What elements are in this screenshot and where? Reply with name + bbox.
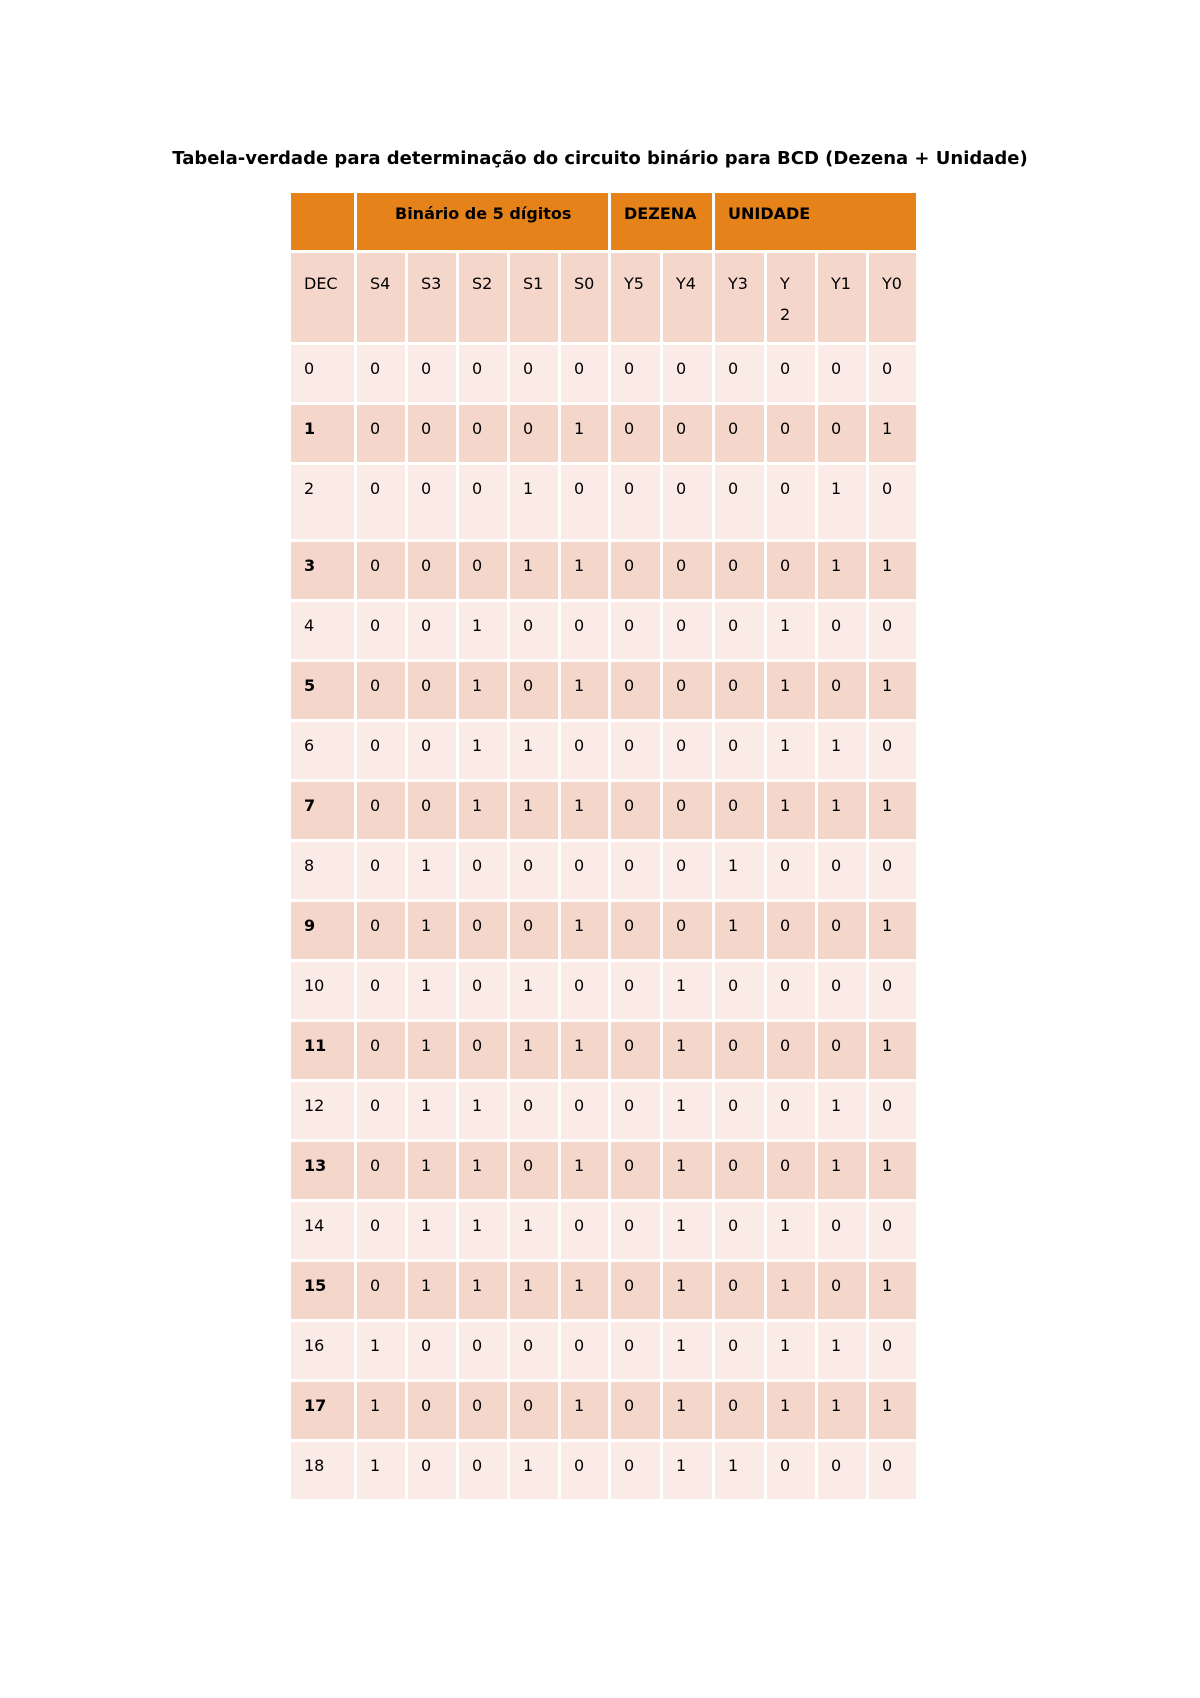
- bit-cell: 0: [458, 1381, 509, 1441]
- bit-cell: 1: [766, 601, 817, 661]
- dec-cell: 13: [290, 1141, 356, 1201]
- bit-cell: 1: [868, 661, 918, 721]
- bit-cell: 0: [407, 661, 458, 721]
- table-row: [290, 344, 918, 404]
- bit-cell: 0: [356, 901, 407, 961]
- bit-cell: 0: [868, 601, 918, 661]
- bit-cell: 0: [407, 404, 458, 464]
- bit-cell: 0: [714, 1201, 766, 1261]
- bit-cell: 0: [509, 901, 560, 961]
- bit-cell: 0: [662, 901, 714, 961]
- bit-cell: 0: [458, 1441, 509, 1501]
- bit-cell: 0: [356, 781, 407, 841]
- bit-cell: 0: [714, 961, 766, 1021]
- dec-cell: 15: [290, 1261, 356, 1321]
- bit-cell: 0: [458, 961, 509, 1021]
- table-row: [290, 961, 918, 1021]
- bit-cell: 0: [610, 901, 662, 961]
- bit-cell: 0: [509, 1321, 560, 1381]
- bit-cell: 0: [458, 901, 509, 961]
- bit-cell: 0: [458, 464, 509, 541]
- bit-cell: 0: [407, 541, 458, 601]
- bit-cell: 0: [407, 1441, 458, 1501]
- bit-cell: 0: [610, 781, 662, 841]
- bit-cell: 0: [817, 901, 868, 961]
- truth-table: [288, 190, 919, 1502]
- bit-cell: 1: [458, 721, 509, 781]
- dec-cell: 3: [290, 541, 356, 601]
- bit-cell: 0: [610, 661, 662, 721]
- table-row: [290, 404, 918, 464]
- bit-cell: 0: [458, 344, 509, 404]
- bit-cell: 1: [817, 541, 868, 601]
- dec-cell: 10: [290, 961, 356, 1021]
- bit-cell: 1: [458, 661, 509, 721]
- bit-cell: 0: [714, 721, 766, 781]
- table-row: [290, 1201, 918, 1261]
- bit-cell: 1: [509, 464, 560, 541]
- bit-cell: 0: [817, 1021, 868, 1081]
- bit-cell: 0: [714, 1381, 766, 1441]
- bit-cell: 1: [817, 464, 868, 541]
- bit-cell: 0: [868, 1081, 918, 1141]
- bit-cell: 0: [356, 721, 407, 781]
- bit-cell: 0: [714, 404, 766, 464]
- bit-cell: 1: [766, 1321, 817, 1381]
- bit-cell: 1: [458, 1261, 509, 1321]
- bit-cell: 0: [509, 1381, 560, 1441]
- bit-cell: 0: [766, 541, 817, 601]
- bit-cell: 1: [407, 841, 458, 901]
- bit-cell: 1: [662, 1441, 714, 1501]
- bit-cell: 0: [714, 601, 766, 661]
- bit-cell: 1: [560, 541, 610, 601]
- bit-cell: 0: [868, 961, 918, 1021]
- bit-cell: 0: [868, 841, 918, 901]
- bit-cell: 0: [458, 541, 509, 601]
- bit-cell: 1: [560, 1381, 610, 1441]
- table-row: [290, 841, 918, 901]
- bit-cell: 1: [458, 781, 509, 841]
- bit-cell: 1: [458, 1081, 509, 1141]
- bit-cell: 1: [662, 961, 714, 1021]
- bit-cell: 1: [509, 1261, 560, 1321]
- bit-cell: 1: [458, 601, 509, 661]
- bit-cell: 1: [868, 1141, 918, 1201]
- bit-cell: 1: [509, 541, 560, 601]
- dec-cell: 17: [290, 1381, 356, 1441]
- bit-cell: 1: [714, 901, 766, 961]
- table-row: [290, 541, 918, 601]
- bit-cell: 1: [407, 1021, 458, 1081]
- bit-cell: 1: [407, 1141, 458, 1201]
- bit-cell: 0: [817, 961, 868, 1021]
- table-row: [290, 781, 918, 841]
- bit-cell: 1: [662, 1261, 714, 1321]
- bit-cell: 1: [509, 781, 560, 841]
- bit-cell: 0: [356, 464, 407, 541]
- bit-cell: 1: [868, 1261, 918, 1321]
- dec-cell: 1: [290, 404, 356, 464]
- bit-cell: 1: [868, 541, 918, 601]
- bit-cell: 1: [458, 1141, 509, 1201]
- bit-cell: 0: [714, 1021, 766, 1081]
- bit-cell: 0: [714, 1141, 766, 1201]
- bit-cell: 1: [509, 1021, 560, 1081]
- bit-cell: 1: [714, 1441, 766, 1501]
- bit-cell: 0: [766, 841, 817, 901]
- column-header-col-7: Y4: [662, 252, 714, 344]
- bit-cell: 1: [817, 1141, 868, 1201]
- bit-cell: 1: [662, 1321, 714, 1381]
- bit-cell: 0: [868, 1321, 918, 1381]
- table-row: [290, 1261, 918, 1321]
- bit-cell: 0: [610, 1021, 662, 1081]
- bit-cell: 0: [458, 404, 509, 464]
- bit-cell: 1: [509, 721, 560, 781]
- dec-cell: 9: [290, 901, 356, 961]
- bit-cell: 0: [356, 661, 407, 721]
- bit-cell: 0: [817, 1261, 868, 1321]
- table-row: [290, 601, 918, 661]
- table-row: [290, 1441, 918, 1501]
- table-row: [290, 1141, 918, 1201]
- bit-cell: 0: [766, 404, 817, 464]
- bit-cell: 0: [356, 1081, 407, 1141]
- bit-cell: 1: [766, 1201, 817, 1261]
- column-header-col-6: Y5: [610, 252, 662, 344]
- dec-cell: 5: [290, 661, 356, 721]
- table-row: [290, 464, 918, 541]
- column-header-col-3: S2: [458, 252, 509, 344]
- bit-cell: 0: [714, 1081, 766, 1141]
- bit-cell: 0: [560, 1081, 610, 1141]
- bit-cell: 0: [356, 404, 407, 464]
- bit-cell: 0: [714, 781, 766, 841]
- bit-cell: 1: [458, 1201, 509, 1261]
- bit-cell: 0: [766, 1081, 817, 1141]
- document-title: Tabela-verdade para determinação do circuito binário para BCD (Dezena + Unidade): [172, 148, 1028, 169]
- group-header-dec: [290, 192, 356, 252]
- bit-cell: 0: [817, 344, 868, 404]
- bit-cell: 1: [714, 841, 766, 901]
- table-row: [290, 661, 918, 721]
- bit-cell: 0: [817, 1201, 868, 1261]
- column-header-col-10: Y1: [817, 252, 868, 344]
- bit-cell: 0: [662, 344, 714, 404]
- bit-cell: 0: [509, 661, 560, 721]
- bit-cell: 1: [766, 661, 817, 721]
- bit-cell: 1: [868, 1021, 918, 1081]
- dec-cell: 18: [290, 1441, 356, 1501]
- bit-cell: 1: [560, 661, 610, 721]
- bit-cell: 1: [662, 1201, 714, 1261]
- bit-cell: 0: [407, 601, 458, 661]
- bit-cell: 1: [868, 781, 918, 841]
- bit-cell: 0: [407, 464, 458, 541]
- bit-cell: 0: [356, 1201, 407, 1261]
- bit-cell: 0: [610, 841, 662, 901]
- column-header-row: [290, 252, 918, 344]
- bit-cell: 1: [407, 901, 458, 961]
- bit-cell: 0: [610, 601, 662, 661]
- bit-cell: 0: [868, 344, 918, 404]
- dec-cell: 7: [290, 781, 356, 841]
- column-header-col-4: S1: [509, 252, 560, 344]
- bit-cell: 0: [509, 344, 560, 404]
- bit-cell: 1: [766, 721, 817, 781]
- bit-cell: 0: [458, 1021, 509, 1081]
- bit-cell: 0: [868, 721, 918, 781]
- table-row: [290, 901, 918, 961]
- bit-cell: 1: [407, 1201, 458, 1261]
- dec-cell: 14: [290, 1201, 356, 1261]
- bit-cell: 0: [458, 1321, 509, 1381]
- bit-cell: 1: [560, 1141, 610, 1201]
- dec-cell: 11: [290, 1021, 356, 1081]
- bit-cell: 0: [560, 344, 610, 404]
- group-header-binary: Binário de 5 dígitos: [356, 192, 610, 252]
- bit-cell: 0: [509, 601, 560, 661]
- bit-cell: 0: [714, 344, 766, 404]
- bit-cell: 0: [610, 1081, 662, 1141]
- bit-cell: 1: [560, 404, 610, 464]
- bit-cell: 0: [610, 1141, 662, 1201]
- bit-cell: 1: [560, 1021, 610, 1081]
- column-header-col-5: S0: [560, 252, 610, 344]
- dec-cell: 0: [290, 344, 356, 404]
- column-header-dec: DEC: [290, 252, 356, 344]
- group-header-unidade: UNIDADE: [714, 192, 918, 252]
- bit-cell: 0: [356, 601, 407, 661]
- bit-cell: 0: [662, 841, 714, 901]
- table-row: [290, 1321, 918, 1381]
- bit-cell: 1: [662, 1381, 714, 1441]
- bit-cell: 0: [817, 1441, 868, 1501]
- bit-cell: 1: [766, 1381, 817, 1441]
- column-header-col-2: S3: [407, 252, 458, 344]
- dec-cell: 4: [290, 601, 356, 661]
- bit-cell: 0: [766, 901, 817, 961]
- bit-cell: 0: [714, 464, 766, 541]
- bit-cell: 1: [868, 901, 918, 961]
- bit-cell: 0: [560, 961, 610, 1021]
- bit-cell: 0: [817, 661, 868, 721]
- bit-cell: 0: [610, 1321, 662, 1381]
- bit-cell: 0: [817, 601, 868, 661]
- bit-cell: 0: [509, 1081, 560, 1141]
- bit-cell: 0: [407, 781, 458, 841]
- bit-cell: 1: [766, 1261, 817, 1321]
- bit-cell: 1: [407, 961, 458, 1021]
- table-row: [290, 1381, 918, 1441]
- bit-cell: 0: [714, 1321, 766, 1381]
- bit-cell: 0: [407, 344, 458, 404]
- dec-cell: 16: [290, 1321, 356, 1381]
- bit-cell: 1: [817, 781, 868, 841]
- bit-cell: 0: [662, 464, 714, 541]
- bit-cell: 0: [509, 404, 560, 464]
- bit-cell: 0: [356, 541, 407, 601]
- bit-cell: 0: [817, 404, 868, 464]
- bit-cell: 0: [610, 1261, 662, 1321]
- bit-cell: 1: [509, 961, 560, 1021]
- bit-cell: 0: [610, 344, 662, 404]
- dec-cell: 2: [290, 464, 356, 541]
- bit-cell: 1: [356, 1441, 407, 1501]
- bit-cell: 0: [766, 1021, 817, 1081]
- bit-cell: 0: [817, 841, 868, 901]
- group-header-dezena: DEZENA: [610, 192, 714, 252]
- bit-cell: 1: [817, 1321, 868, 1381]
- bit-cell: 0: [356, 961, 407, 1021]
- bit-cell: 0: [714, 1261, 766, 1321]
- bit-cell: 1: [817, 721, 868, 781]
- bit-cell: 0: [560, 1201, 610, 1261]
- bit-cell: 0: [560, 464, 610, 541]
- bit-cell: 0: [610, 1381, 662, 1441]
- bit-cell: 1: [407, 1081, 458, 1141]
- table-row: [290, 721, 918, 781]
- bit-cell: 0: [610, 541, 662, 601]
- column-header-col-11: Y0: [868, 252, 918, 344]
- bit-cell: 0: [560, 1441, 610, 1501]
- bit-cell: 0: [356, 1021, 407, 1081]
- bit-cell: 0: [868, 1201, 918, 1261]
- bit-cell: 0: [662, 541, 714, 601]
- column-header-col-1: S4: [356, 252, 407, 344]
- bit-cell: 0: [868, 464, 918, 541]
- bit-cell: 0: [766, 961, 817, 1021]
- bit-cell: 0: [356, 1141, 407, 1201]
- bit-cell: 1: [817, 1381, 868, 1441]
- bit-cell: 1: [868, 1381, 918, 1441]
- bit-cell: 0: [766, 1141, 817, 1201]
- bit-cell: 0: [662, 601, 714, 661]
- bit-cell: 1: [662, 1141, 714, 1201]
- bit-cell: 1: [356, 1321, 407, 1381]
- bit-cell: 1: [356, 1381, 407, 1441]
- bit-cell: 1: [662, 1021, 714, 1081]
- bit-cell: 1: [407, 1261, 458, 1321]
- bit-cell: 0: [610, 721, 662, 781]
- bit-cell: 0: [610, 1441, 662, 1501]
- bit-cell: 0: [407, 1321, 458, 1381]
- bit-cell: 1: [509, 1441, 560, 1501]
- bit-cell: 0: [714, 661, 766, 721]
- bit-cell: 0: [509, 1141, 560, 1201]
- bit-cell: 0: [560, 841, 610, 901]
- bit-cell: 1: [766, 781, 817, 841]
- bit-cell: 1: [560, 781, 610, 841]
- bit-cell: 1: [509, 1201, 560, 1261]
- bit-cell: 0: [766, 344, 817, 404]
- column-header-col-9: Y 2: [766, 252, 817, 344]
- table-row: [290, 1021, 918, 1081]
- bit-cell: 0: [766, 1441, 817, 1501]
- bit-cell: 0: [560, 601, 610, 661]
- bit-cell: 0: [662, 781, 714, 841]
- bit-cell: 0: [560, 721, 610, 781]
- bit-cell: 0: [662, 404, 714, 464]
- bit-cell: 0: [868, 1441, 918, 1501]
- group-header-row: [290, 192, 918, 252]
- bit-cell: 1: [868, 404, 918, 464]
- bit-cell: 1: [560, 1261, 610, 1321]
- bit-cell: 0: [662, 721, 714, 781]
- bit-cell: 0: [356, 1261, 407, 1321]
- bit-cell: 0: [610, 464, 662, 541]
- bit-cell: 0: [610, 404, 662, 464]
- bit-cell: 0: [407, 721, 458, 781]
- dec-cell: 12: [290, 1081, 356, 1141]
- column-header-col-8: Y3: [714, 252, 766, 344]
- bit-cell: 0: [458, 841, 509, 901]
- bit-cell: 1: [560, 901, 610, 961]
- bit-cell: 0: [356, 344, 407, 404]
- bit-cell: 0: [560, 1321, 610, 1381]
- dec-cell: 6: [290, 721, 356, 781]
- bit-cell: 0: [662, 661, 714, 721]
- bit-cell: 0: [714, 541, 766, 601]
- bit-cell: 0: [610, 1201, 662, 1261]
- bit-cell: 1: [817, 1081, 868, 1141]
- bit-cell: 0: [407, 1381, 458, 1441]
- bit-cell: 0: [356, 841, 407, 901]
- bit-cell: 0: [509, 841, 560, 901]
- dec-cell: 8: [290, 841, 356, 901]
- bit-cell: 0: [610, 961, 662, 1021]
- bit-cell: 1: [662, 1081, 714, 1141]
- bit-cell: 0: [766, 464, 817, 541]
- table-row: [290, 1081, 918, 1141]
